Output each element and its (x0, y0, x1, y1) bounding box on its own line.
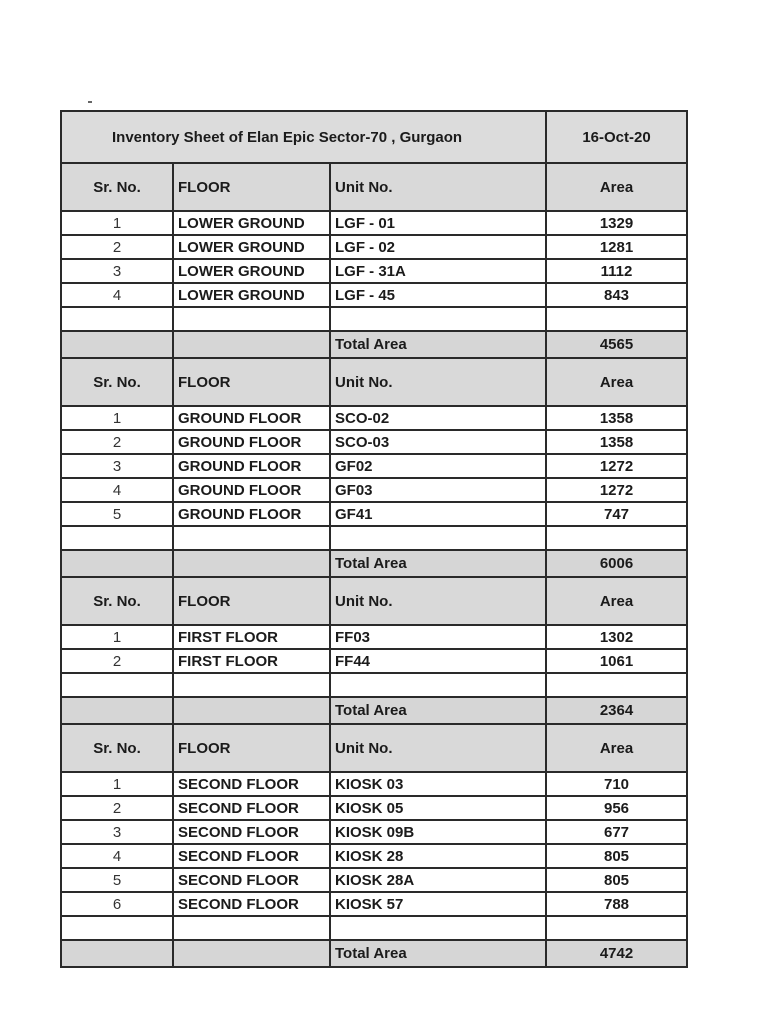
header-area: Area (546, 163, 687, 211)
blank-cell (61, 307, 173, 331)
table-row (61, 796, 687, 820)
cell-floor: GROUND FLOOR (173, 430, 330, 454)
blank-cell (546, 916, 687, 940)
table-row (61, 406, 687, 430)
blank-row (61, 307, 687, 331)
cell-sr-no: 1 (61, 211, 173, 235)
cell-area: 1272 (546, 478, 687, 502)
total-empty-cell (61, 697, 173, 724)
inventory-table-body (61, 111, 687, 967)
cell-unit-no: GF41 (330, 502, 546, 526)
cell-floor: SECOND FLOOR (173, 820, 330, 844)
cell-floor: GROUND FLOOR (173, 454, 330, 478)
cell-sr-no: 3 (61, 259, 173, 283)
cell-area: 747 (546, 502, 687, 526)
cell-area: 1358 (546, 406, 687, 430)
cell-unit-no: LGF - 02 (330, 235, 546, 259)
total-label: Total Area (330, 940, 546, 967)
cell-area: 788 (546, 892, 687, 916)
cell-sr-no: 2 (61, 430, 173, 454)
cell-sr-no: 3 (61, 454, 173, 478)
total-empty-cell (173, 697, 330, 724)
cell-sr-no: 2 (61, 235, 173, 259)
total-value: 6006 (546, 550, 687, 577)
table-row (61, 502, 687, 526)
total-label: Total Area (330, 697, 546, 724)
cell-area: 1281 (546, 235, 687, 259)
table-row (61, 820, 687, 844)
cell-sr-no: 1 (61, 625, 173, 649)
blank-cell (61, 916, 173, 940)
cell-floor: SECOND FLOOR (173, 796, 330, 820)
cell-floor: LOWER GROUND (173, 235, 330, 259)
cell-sr-no: 4 (61, 283, 173, 307)
cell-unit-no: KIOSK 03 (330, 772, 546, 796)
total-empty-cell (61, 331, 173, 358)
table-row (61, 868, 687, 892)
table-row (61, 235, 687, 259)
cell-floor: LOWER GROUND (173, 211, 330, 235)
cell-floor: GROUND FLOOR (173, 478, 330, 502)
cell-floor: LOWER GROUND (173, 259, 330, 283)
blank-cell (173, 916, 330, 940)
blank-row (61, 673, 687, 697)
table-row (61, 772, 687, 796)
blank-row (61, 526, 687, 550)
table-row (61, 454, 687, 478)
total-empty-cell (173, 331, 330, 358)
cell-floor: GROUND FLOOR (173, 406, 330, 430)
total-empty-cell (173, 550, 330, 577)
cell-unit-no: LGF - 45 (330, 283, 546, 307)
total-row (61, 697, 687, 724)
cell-sr-no: 4 (61, 478, 173, 502)
cell-area: 956 (546, 796, 687, 820)
header-sr-no: Sr. No. (61, 163, 173, 211)
header-sr-no: Sr. No. (61, 577, 173, 625)
table-row (61, 892, 687, 916)
cell-sr-no: 3 (61, 820, 173, 844)
blank-cell (546, 526, 687, 550)
cell-unit-no: FF44 (330, 649, 546, 673)
header-sr-no: Sr. No. (61, 358, 173, 406)
cell-area: 843 (546, 283, 687, 307)
cell-sr-no: 1 (61, 406, 173, 430)
blank-cell (330, 673, 546, 697)
cell-sr-no: 5 (61, 502, 173, 526)
total-row (61, 331, 687, 358)
cell-unit-no: LGF - 01 (330, 211, 546, 235)
header-floor: FLOOR (173, 358, 330, 406)
total-value: 4742 (546, 940, 687, 967)
cell-unit-no: GF03 (330, 478, 546, 502)
table-row (61, 625, 687, 649)
cell-area: 1358 (546, 430, 687, 454)
cell-floor: SECOND FLOOR (173, 844, 330, 868)
total-value: 2364 (546, 697, 687, 724)
blank-cell (330, 307, 546, 331)
cell-area: 677 (546, 820, 687, 844)
cell-floor: FIRST FLOOR (173, 649, 330, 673)
cell-floor: SECOND FLOOR (173, 892, 330, 916)
sheet-date: 16-Oct-20 (546, 111, 687, 163)
cell-area: 1112 (546, 259, 687, 283)
table-row (61, 430, 687, 454)
cell-floor: FIRST FLOOR (173, 625, 330, 649)
header-floor: FLOOR (173, 724, 330, 772)
blank-row (61, 916, 687, 940)
header-unit-no: Unit No. (330, 724, 546, 772)
header-unit-no: Unit No. (330, 577, 546, 625)
inventory-table (60, 110, 688, 968)
cell-unit-no: KIOSK 09B (330, 820, 546, 844)
blank-cell (61, 526, 173, 550)
total-label: Total Area (330, 331, 546, 358)
table-row (61, 649, 687, 673)
total-empty-cell (173, 940, 330, 967)
blank-cell (173, 526, 330, 550)
cell-area: 1302 (546, 625, 687, 649)
cell-unit-no: KIOSK 28 (330, 844, 546, 868)
column-header-row (61, 163, 687, 211)
cell-floor: SECOND FLOOR (173, 868, 330, 892)
cell-unit-no: FF03 (330, 625, 546, 649)
cell-sr-no: 5 (61, 868, 173, 892)
header-sr-no: Sr. No. (61, 724, 173, 772)
blank-cell (330, 916, 546, 940)
header-unit-no: Unit No. (330, 163, 546, 211)
cell-sr-no: 2 (61, 649, 173, 673)
total-value: 4565 (546, 331, 687, 358)
cell-area: 1272 (546, 454, 687, 478)
total-row (61, 940, 687, 967)
cell-sr-no: 4 (61, 844, 173, 868)
cell-sr-no: 2 (61, 796, 173, 820)
header-area: Area (546, 577, 687, 625)
blank-cell (173, 307, 330, 331)
header-unit-no: Unit No. (330, 358, 546, 406)
blank-cell (546, 307, 687, 331)
cell-area: 805 (546, 844, 687, 868)
cell-unit-no: KIOSK 57 (330, 892, 546, 916)
blank-cell (330, 526, 546, 550)
cell-sr-no: 1 (61, 772, 173, 796)
cell-floor: LOWER GROUND (173, 283, 330, 307)
total-empty-cell (61, 550, 173, 577)
table-row (61, 283, 687, 307)
cell-floor: SECOND FLOOR (173, 772, 330, 796)
table-row (61, 259, 687, 283)
header-floor: FLOOR (173, 577, 330, 625)
cell-area: 1061 (546, 649, 687, 673)
cell-area: 805 (546, 868, 687, 892)
total-empty-cell (61, 940, 173, 967)
cell-unit-no: KIOSK 05 (330, 796, 546, 820)
table-row (61, 478, 687, 502)
column-header-row (61, 724, 687, 772)
title-row (61, 111, 687, 163)
cell-unit-no: KIOSK 28A (330, 868, 546, 892)
table-row (61, 211, 687, 235)
total-row (61, 550, 687, 577)
cell-unit-no: SCO-02 (330, 406, 546, 430)
cell-unit-no: SCO-03 (330, 430, 546, 454)
cell-area: 710 (546, 772, 687, 796)
blank-cell (546, 673, 687, 697)
column-header-row (61, 577, 687, 625)
cell-sr-no: 6 (61, 892, 173, 916)
sheet-title: Inventory Sheet of Elan Epic Sector-70 , Gurgaon (61, 111, 546, 163)
blank-cell (61, 673, 173, 697)
cell-unit-no: LGF - 31A (330, 259, 546, 283)
blank-cell (173, 673, 330, 697)
header-area: Area (546, 358, 687, 406)
cell-area: 1329 (546, 211, 687, 235)
total-label: Total Area (330, 550, 546, 577)
table-row (61, 844, 687, 868)
column-header-row (61, 358, 687, 406)
header-floor: FLOOR (173, 163, 330, 211)
cell-floor: GROUND FLOOR (173, 502, 330, 526)
cell-unit-no: GF02 (330, 454, 546, 478)
header-area: Area (546, 724, 687, 772)
scan-speck (88, 101, 92, 103)
